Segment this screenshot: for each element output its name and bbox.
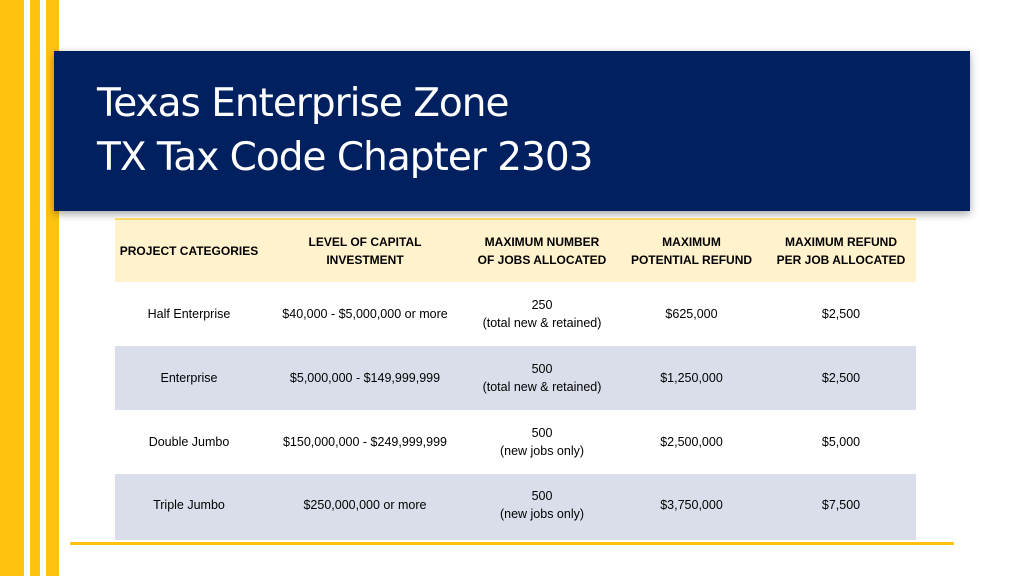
table-row bbox=[115, 410, 916, 474]
cell-investment: $5,000,000 - $149,999,999 bbox=[289, 371, 441, 385]
header-refund-per-job: MAXIMUM REFUND PER JOB ALLOCATED bbox=[776, 235, 906, 267]
bottom-rule bbox=[70, 542, 954, 545]
header-capital-investment: LEVEL OF CAPITAL INVESTMENT bbox=[308, 235, 422, 267]
cell-jobs: 500 (new jobs only) bbox=[499, 426, 585, 458]
header-project-categories: PROJECT CATEGORIES bbox=[119, 244, 259, 258]
cell-per-job: $5,000 bbox=[821, 435, 861, 449]
table-row bbox=[115, 474, 916, 538]
header-max-refund: MAXIMUM POTENTIAL REFUND bbox=[630, 235, 753, 267]
title-line-2: TX Tax Code Chapter 2303 bbox=[97, 135, 593, 180]
cell-per-job: $2,500 bbox=[821, 307, 861, 321]
table-header-row bbox=[115, 220, 916, 282]
cell-per-job: $2,500 bbox=[821, 371, 861, 385]
left-stripe-narrow bbox=[30, 0, 40, 576]
cell-jobs: 500 (new jobs only) bbox=[467, 474, 617, 538]
cell-category: Triple Jumbo bbox=[115, 474, 263, 538]
enterprise-zone-table bbox=[115, 218, 916, 540]
cell-jobs: 500 (total new & retained) bbox=[482, 362, 602, 394]
cell-per-job: $7,500 bbox=[766, 474, 916, 538]
cell-refund: $1,250,000 bbox=[660, 371, 723, 385]
left-stripe-wide bbox=[0, 0, 24, 576]
title-banner bbox=[54, 51, 970, 211]
cell-category: Half Enterprise bbox=[147, 307, 231, 321]
table-row bbox=[115, 282, 916, 346]
cell-category: Enterprise bbox=[160, 371, 218, 385]
cell-investment: $250,000,000 or more bbox=[263, 474, 467, 538]
cell-investment: $150,000,000 - $249,999,999 bbox=[282, 435, 448, 449]
cell-refund: $625,000 bbox=[665, 307, 718, 321]
table-row bbox=[115, 346, 916, 410]
title-line-1: Texas Enterprise Zone bbox=[97, 81, 509, 126]
cell-refund: $2,500,000 bbox=[660, 435, 723, 449]
cell-refund: $3,750,000 bbox=[617, 474, 766, 538]
header-max-jobs: MAXIMUM NUMBER OF JOBS ALLOCATED bbox=[477, 235, 607, 267]
cell-category: Double Jumbo bbox=[148, 435, 230, 449]
cell-jobs: 250 (total new & retained) bbox=[482, 298, 602, 330]
cell-investment: $40,000 - $5,000,000 or more bbox=[282, 307, 448, 321]
